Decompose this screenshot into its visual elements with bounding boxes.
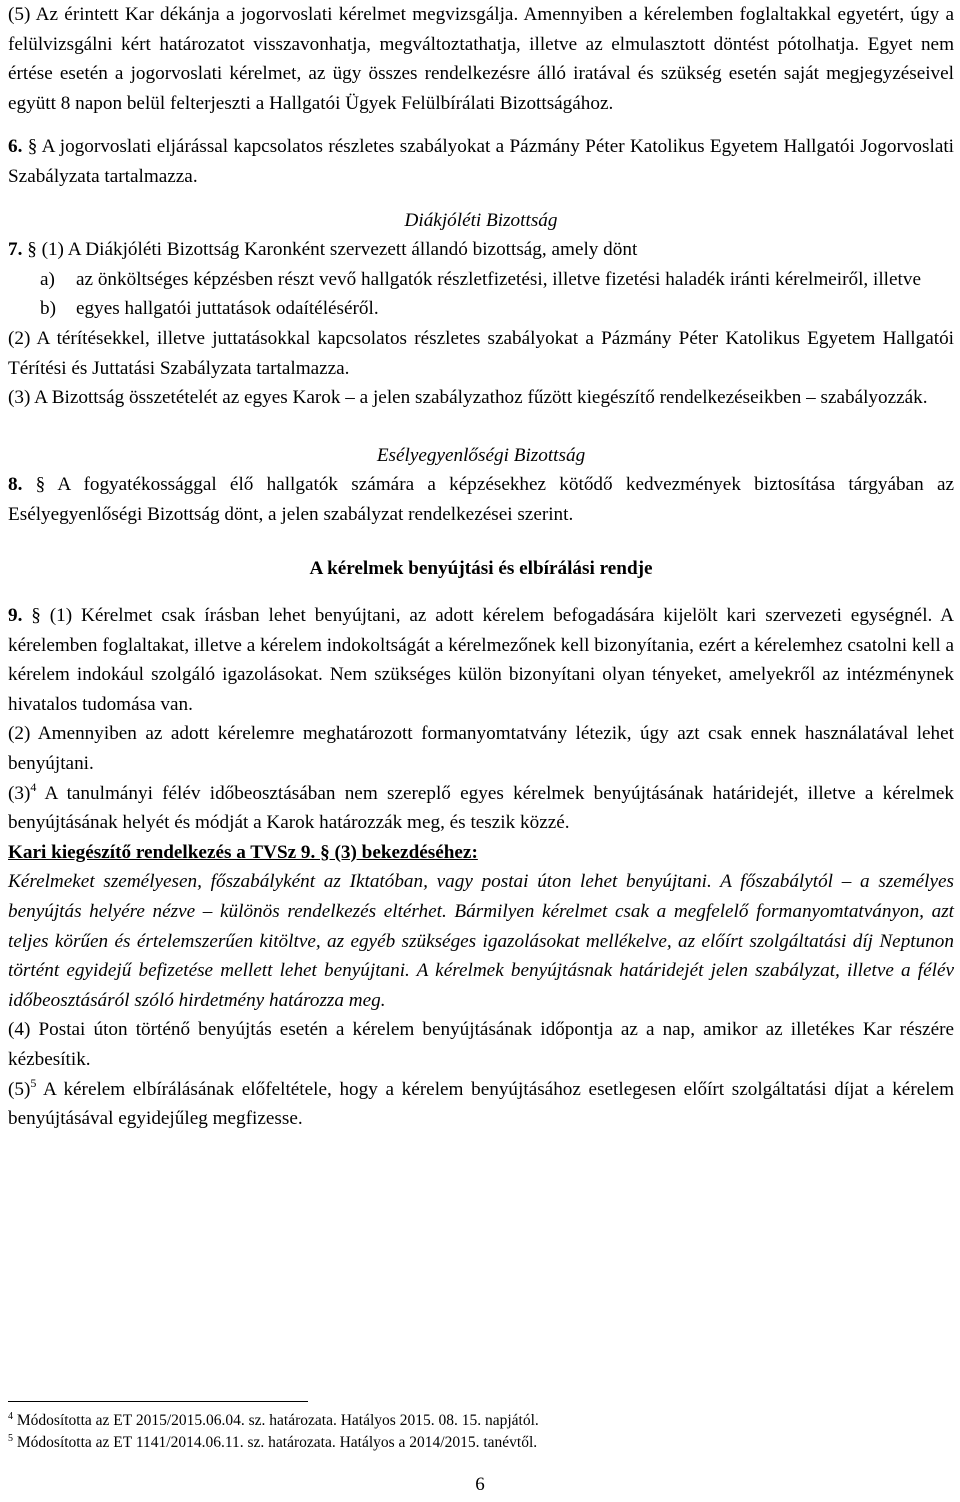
section-7-number: 7. [8, 239, 23, 261]
section-7-paragraph-3: (3) A Bizottság összetételét az egyes Karok – a jelen szabályzathoz fűzött kiegészítő rendelkezéseikben – szabályozzák. [8, 387, 928, 409]
footnote [8, 1432, 954, 1454]
footnote [8, 1410, 954, 1432]
section-9-paragraph-5 [8, 1075, 954, 1134]
footnote-number: 5 [8, 1433, 13, 1444]
kari-text: Kérelmeket személyesen, főszabályként az Iktatóban, vagy postai úton lehet benyújtani. A főszabálytól – a személyes benyújtás helyére nézve – különös rendelkezés eltérhet. Bármilyen kérelmet csak a megfelelő formanyomtatványon, azt teljes körűen és értelemszerűen kitöltve, az egyéb szükséges igazolásokat mellékelve, az előírt szolgáltatási díj Neptunon történt egyidejű befizetése mellett lehet benyújtani. A kérelmek benyújtásnak határidejét jelen szabályzat, illetve a félév időbeosztásáról szóló hirdetmény határozza meg. [8, 871, 954, 1011]
footnotes [8, 1410, 954, 1454]
section-8-text: A fogyatékossággal élő hallgatók számára a képzésekhez kötődő kedvezmények biztosítása tárgyában az Esélyegyenlőségi Bizottság dönt, a jelen szabályzat rendelkezései szerint. [8, 474, 954, 525]
paragraph-number: (3) [8, 782, 31, 804]
section-8-number: 8. [8, 474, 23, 496]
document-page [8, 0, 954, 1134]
section-sign: § [27, 136, 38, 158]
list-item [40, 265, 954, 295]
footnote-number: 4 [8, 1411, 13, 1422]
heading-diakjoleti: Diákjóléti Bizottság [404, 209, 558, 231]
list-item-text: az önköltséges képzésben részt vevő hallgatók részletfizetési, illetve fizetési haladék iránti kérelmeiről, illetve [76, 268, 921, 290]
section-7-text: (1) A Diákjóléti Bizottság Karonként szervezett állandó bizottság, amely dönt [36, 239, 638, 261]
section-6 [8, 132, 954, 191]
heading-eselyegyenlosegi: Esélyegyenlőségi Bizottság [376, 444, 586, 466]
paragraph-text: A kérelem elbírálásának előfeltétele, hogy a kérelem benyújtásához esetlegesen előírt szolgáltatási díjat a kérelem benyújtásával egyidejűleg megfizesse. [8, 1078, 954, 1130]
list-item-mark: b) [40, 298, 56, 320]
list-item-text: egyes hallgatói juttatások odaítéléséről. [76, 298, 379, 320]
section-7 [8, 235, 954, 265]
list-item-mark: a) [40, 268, 55, 290]
section-sign: § [31, 605, 41, 627]
heading-kerelmek: A kérelmek benyújtási és elbírálási rendje [309, 557, 653, 579]
section-sign: § [35, 474, 46, 496]
section-sign: § [27, 239, 37, 261]
paragraph-text: A tanulmányi félév időbeosztásában nem szereplő egyes kérelmek benyújtásának határidejét, illetve a kérelmek benyújtásának helyét és módját a Karok határozzák meg, és teszik közzé. [8, 782, 954, 834]
kari-heading: Kari kiegészítő rendelkezés a TVSz 9. § (3) bekezdéséhez: [8, 841, 478, 863]
section-9-text: (1) Kérelmet csak írásban lehet benyújtani, az adott kérelem befogadására kijelölt kari szervezeti egységnél. A kérelemben foglaltakat, illetve a kérelem indokoltságát a kérelmezőnek kell bizonyítania, ezért a kérelemhez csatolni kell a kérelem indokául szolgáló igazolásokat. Nem szükséges külön bizonyítani olyan tényeket, amelyekről az intézménynek hivatalos tudomása van. [8, 605, 954, 715]
footnote-ref[interactable]: 4 [30, 779, 37, 794]
section-7-list [8, 265, 954, 324]
footnote-text: Módosította az ET 2015/2015.06.04. sz. határozata. Hatályos 2015. 08. 15. napjától. [13, 1412, 539, 1429]
section-9-paragraph-2: (2) Amennyiben az adott kérelemre meghatározott formanyomtatvány létezik, úgy azt csak ennek használatával lehet benyújtani. [8, 723, 954, 775]
page-number: 6 [475, 1474, 485, 1495]
paragraph-number: (5) [8, 1078, 31, 1100]
section-8 [8, 470, 954, 529]
footnote-ref[interactable]: 5 [30, 1075, 37, 1090]
footnote-text: Módosította az ET 1141/2014.06.11. sz. határozata. Hatályos a 2014/2015. tanévtől. [13, 1434, 538, 1451]
section-7-paragraph-2: (2) A térítésekkel, illetve juttatásokkal kapcsolatos részletes szabályokat a Pázmány Péter Katolikus Egyetem Hallgatói Térítési és Juttatási Szabályzata tartalmazza. [8, 327, 954, 379]
section-9-paragraph-3 [8, 779, 954, 838]
section-9-paragraph-4: (4) Postai úton történő benyújtás esetén a kérelem benyújtásának időpontja az a nap, amikor az illetékes Kar részére kézbesítik. [8, 1019, 954, 1070]
footnote-divider [8, 1401, 308, 1402]
section-9 [8, 601, 954, 719]
section-6-number: 6. [8, 136, 23, 158]
paragraph-5: (5) Az érintett Kar dékánja a jogorvoslati kérelmet megvizsgálja. Amennyiben a kérelemben foglaltakkal egyetért, úgy a felülvizsgálni kért határozatot visszavonhatja, megváltoztathatja, illetve az elmulasztott döntést pótolhatja. Egyet nem értése esetén a jogorvoslati kérelmet, az ügy összes rendelkezésre álló iratával és szükség esetén saját megjegyzéseivel együtt 8 napon belül felterjeszti a Hallgatói Ügyek Felülbírálati Bizottságához. [8, 4, 954, 114]
section-6-text: A jogorvoslati eljárással kapcsolatos részletes szabályokat a Pázmány Péter Katolikus Egyetem Hallgatói Jogorvoslati Szabályzata tartalmazza. [8, 136, 954, 187]
list-item [40, 294, 954, 324]
section-9-number: 9. [8, 605, 23, 627]
